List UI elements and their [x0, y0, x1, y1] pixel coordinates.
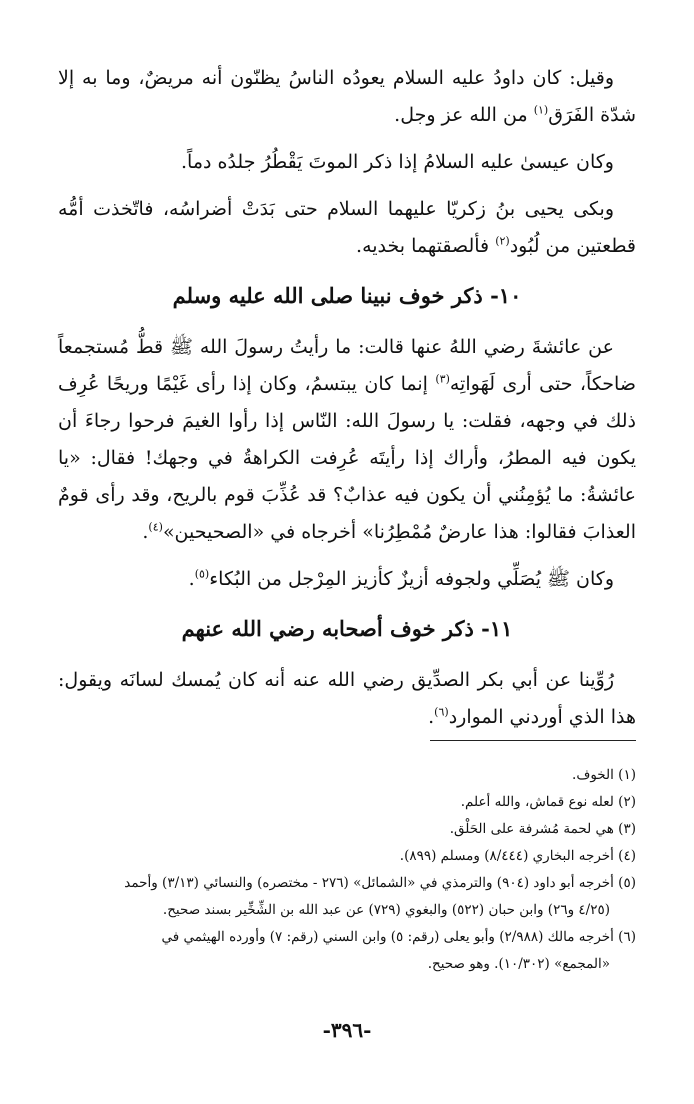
paragraph-text: . — [428, 706, 435, 728]
footnote-2: (٢) لعله نوع قماش، والله أعلم. — [460, 794, 636, 810]
page-number: -٣٩٦- — [322, 1018, 372, 1042]
paragraph-text: وقيل: كان داودُ عليه السلام يعودُه الناسُ يظنّون أنه مريضٌ، وما به إلا شدّة الفَرَق — [58, 67, 636, 126]
footnote-ref[interactable]: (٥) — [194, 567, 210, 581]
paragraph-text: فألصقتهما بخديه. — [356, 235, 496, 257]
paragraph-text: إنما كان يبتسمُ، وكان إذا رأى غَيْمًا وريحًا عُرِف ذلك في وجهه، فقلت: يا رسولَ الله: النّاس إذا رأوا الغيمَ فرحوا رجاءَ أن يكون فيه المطرُ، وأراك إذا رأيتَه عُرِفت الكراهةُ في وجهك! فقال: «يا عائشةُ: ما يُؤمِنُني أن يكون فيه عذابٌ؟ قد عُذِّبَ قوم بالريح، وقد رأى قومٌ العذابَ فقالوا: هذا عارضٌ مُمْطِرُنا» أخرجاه في «الصحيحين» — [58, 373, 636, 543]
footnote-3: (٣) هي لحمة مُشرفة على الحَلْق. — [449, 821, 636, 837]
footnote-5-continued: (٤/٢٥ و٢٦) وابن حبان (٥٢٢) والبغوي (٧٢٩) عن عبد الله بن الشِّخِّير بسند صحيح. — [162, 902, 610, 918]
footnote-ref[interactable]: (٤) — [148, 520, 163, 534]
paragraph-isa — [58, 144, 636, 181]
footnote-divider — [430, 740, 636, 741]
paragraph-abu-bakr — [58, 662, 636, 736]
paragraph-text: وكان ﷺ يُصَلِّي ولجوفه أزيزٌ كأزيز المِرْجل من البُكاء — [209, 568, 614, 590]
footnote-5: (٥) أخرجه أبو داود (٩٠٤) والترمذي في «الشمائل» (٢٧٦ - مختصره) والنسائي (٣/١٣) وأحمد — [124, 875, 636, 891]
paragraph-text: وكان عيسىٰ عليه السلامُ إذا ذكر الموتَ يَقْطُرُ جلدُه دماً. — [180, 151, 614, 173]
paragraph-text: وبكى يحيى بنُ زكريّا عليهما السلام حتى بَدَتْ أضراسُه، فاتّخذت أمُّه قطعتين من لُبُود — [58, 198, 636, 257]
paragraph-text: . — [188, 568, 195, 590]
main-text — [58, 60, 636, 746]
paragraph-dawud — [58, 60, 636, 134]
footnote-4: (٤) أخرجه البخاري (٨/٤٤٤) ومسلم (٨٩٩). — [399, 848, 636, 864]
footnote-ref[interactable]: (٣) — [435, 372, 450, 386]
paragraph-text: عن عائشةَ رضي اللهُ عنها قالت: ما رأيتُ رسولَ الله ﷺ قطُّ مُستجمعاً ضاحكاً، حتى أرى لَهَواتِه — [58, 336, 636, 395]
footnote-ref[interactable]: (١) — [533, 103, 549, 117]
section-heading-companions: ١١- ذكر خوف أصحابه رضي الله عنهم — [181, 616, 513, 641]
footnote-1: (١) الخوف. — [572, 767, 636, 783]
paragraph-text: رُوِّينا عن أبي بكر الصدِّيق رضي الله عنه أنه كان يُمسك لسانَه ويقول: هذا الذي أوردني الموارد — [58, 669, 636, 728]
footnote-6-continued: «المجمع» (١٠/٣٠٢). وهو صحيح. — [427, 956, 610, 972]
paragraph-text: . — [142, 521, 149, 543]
section-heading-prophet: ١٠- ذكر خوف نبينا صلى الله عليه وسلم — [172, 283, 522, 308]
footnote-ref[interactable]: (٢) — [495, 234, 510, 248]
paragraph-text: من الله عز وجل. — [394, 104, 534, 126]
paragraph-aisha — [58, 329, 636, 551]
paragraph-prayer — [58, 561, 636, 598]
footnote-6: (٦) أخرجه مالك (٢/٩٨٨) وأبو يعلى (رقم: ٥) وابن السني (رقم: ٧) وأورده الهيثمي في — [161, 929, 636, 945]
footnotes — [58, 762, 636, 978]
paragraph-yahya — [58, 191, 636, 265]
footnote-ref[interactable]: (٦) — [434, 705, 449, 719]
